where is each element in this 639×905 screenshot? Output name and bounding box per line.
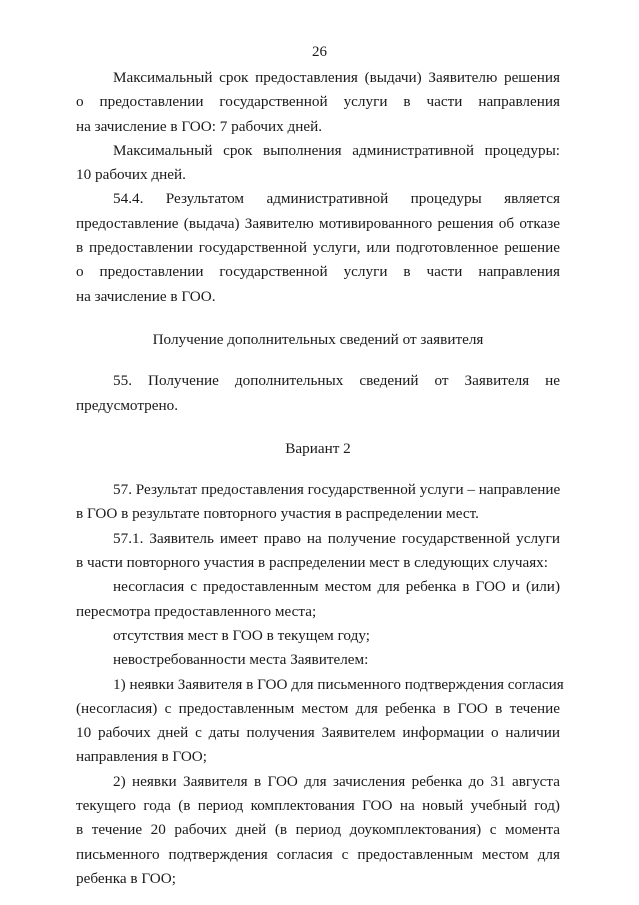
text-line: (несогласия) с предоставленным местом для ребенка в ГОО в течение [76, 699, 560, 717]
text-line: на зачисление в ГОО. [76, 287, 216, 305]
text-line: в части повторного участия в распределении мест в следующих случаях: [76, 554, 548, 572]
text-line: направления в ГОО; [76, 748, 207, 766]
text-line: несогласия с предоставленным местом для ребенка в ГОО и (или) [113, 578, 560, 596]
text-line: 55. Получение дополнительных сведений от Заявителя не [113, 372, 560, 390]
paragraph [76, 478, 560, 527]
spacer [76, 309, 560, 328]
text-line: отсутствия мест в ГОО в текущем году; [113, 626, 370, 644]
text-line: 57.1. Заявитель имеет право на получение государственной услуги [113, 529, 560, 547]
text-line: 10 рабочих дней с даты получения Заявителем информации о наличии [76, 724, 560, 742]
text-line: в ГОО в результате повторного участия в распределении мест. [76, 505, 479, 523]
text-line: предоставление (выдача) Заявителю мотивированного решения об отказе [76, 214, 560, 232]
section-heading: Вариант 2 [285, 439, 351, 457]
paragraph [76, 770, 560, 891]
paragraph [76, 139, 560, 188]
spacer [76, 352, 560, 369]
paragraph [76, 575, 560, 624]
page-number: 26 [312, 44, 327, 60]
paragraph [76, 369, 560, 418]
document-body [76, 66, 564, 891]
text-line: текущего года (в период комплектования ГОО на новый учебный год) [76, 797, 560, 815]
spacer [76, 461, 560, 478]
text-line: 10 рабочих дней. [76, 166, 186, 184]
section-heading: Получение дополнительных сведений от заявителя [152, 330, 484, 348]
paragraph [76, 66, 560, 139]
text-line: 2) неявки Заявителя в ГОО для зачисления ребенка до 31 августа [113, 772, 560, 790]
paragraph [76, 624, 560, 648]
text-line: 54.4. Результатом административной процедуры является [113, 190, 560, 208]
paragraph [76, 187, 560, 308]
text-line: 57. Результат предоставления государственной услуги – направление [113, 481, 561, 499]
text-line: невостребованности места Заявителем: [113, 651, 369, 669]
text-line: на зачисление в ГОО: 7 рабочих дней. [76, 117, 323, 135]
paragraph [76, 527, 560, 576]
text-line: предусмотрено. [76, 396, 179, 414]
paragraph [76, 648, 560, 672]
text-line: пересмотра предоставленного места; [76, 602, 317, 620]
text-line: письменного подтверждения согласия с предоставленным местом для [76, 845, 560, 863]
text-line: о предоставлении государственной услуги в части направления [76, 93, 560, 111]
text-line: Максимальный срок выполнения административной процедуры: [113, 141, 560, 159]
text-line: о предоставлении государственной услуги в части направления [76, 263, 560, 281]
text-line: ребенка в ГОО; [76, 869, 176, 887]
text-line: Максимальный срок предоставления (выдачи) Заявителю решения [113, 69, 560, 86]
text-line: в течение 20 рабочих дней (в период доукомплектования) с момента [76, 821, 560, 839]
text-line: 1) неявки Заявителя в ГОО для письменного подтверждения согласия [113, 675, 564, 693]
spacer [76, 418, 560, 437]
text-line: в предоставлении государственной услуги, или подготовленное решение [76, 239, 560, 257]
paragraph [76, 673, 564, 770]
